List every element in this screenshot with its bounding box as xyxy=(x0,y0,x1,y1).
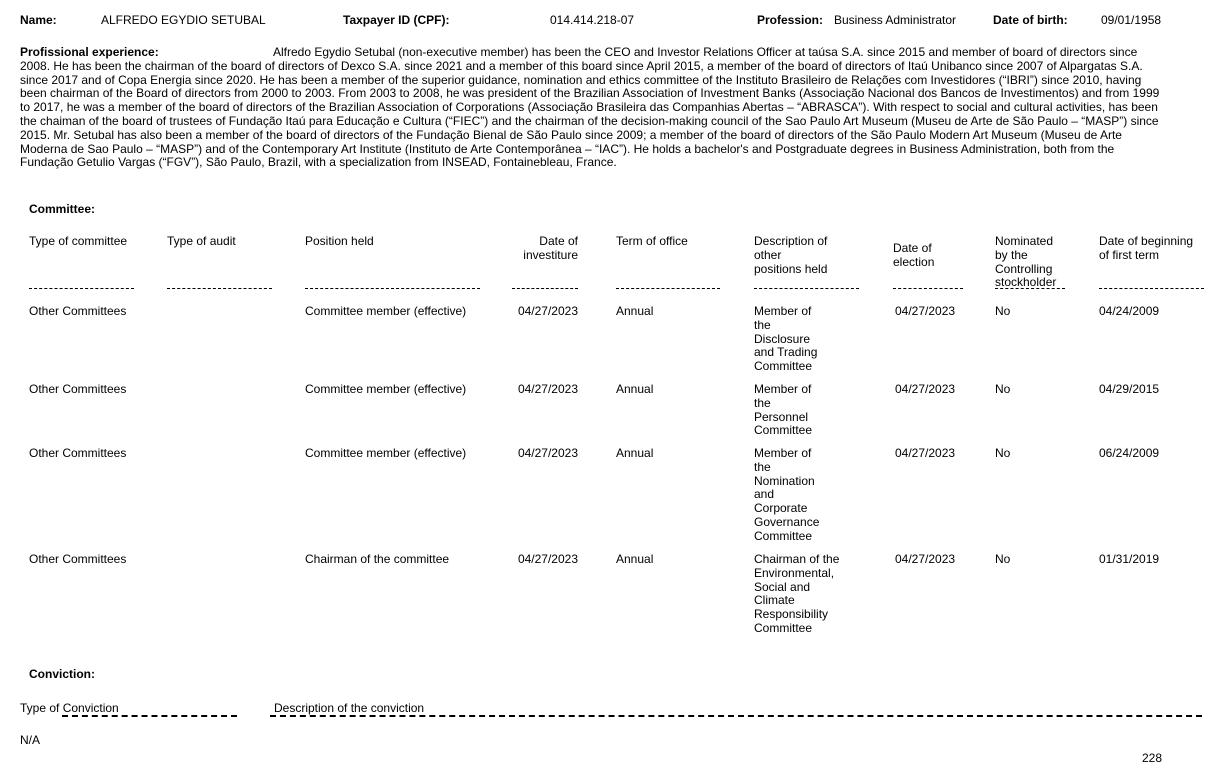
conviction-type-header: Type of Conviction xyxy=(20,701,119,715)
table-cell: 04/27/2023 xyxy=(517,382,578,396)
divider xyxy=(29,288,134,289)
page-number: 228 xyxy=(1142,751,1163,765)
dob-value: 09/01/1958 xyxy=(1101,13,1162,27)
table-cell: No xyxy=(995,552,1011,566)
experience-line: 2015. Mr. Setubal has also been a member of the board of directors of the Fundação Bienal de São Paulo since 2009; a member of the board of directors of the São Paulo Modern Art Museum (Museu de Arte xyxy=(20,127,1122,142)
column-header: Position held xyxy=(305,234,374,248)
experience-line: the chaiman of the board of trustees of Fundação Itaú para Educação e Cultura (“FIEC”) and the chairman of the decision-making council of the Sao Paulo Art Museum (Museu de Arte de São Paulo – “MASP”) since xyxy=(20,114,1159,128)
profession-label: Profession: xyxy=(757,13,824,27)
name-value: ALFREDO EGYDIO SETUBAL xyxy=(101,13,266,27)
experience-line: to 2017, he was a member of the board of directors of the Brazilian Association of Corporations (Associação Brasileira das Companhias Abertas – “ABRASCA”). With respect to social and cultural activities, has been xyxy=(20,100,1158,115)
experience-line: 2008. He has been the chairman of the board of directors of Dexco S.A. since 2021 and a member of this board since April 2015, a member of the board of directors of Itaú Unibanco since 2007 of Alpargatas S.A. xyxy=(20,58,1143,73)
table-cell: Annual xyxy=(616,304,654,318)
experience-line: Moderna de Sao Paulo – “MASP”) and of the Contemporary Art Institute (Instituto de Arte Contemporânea – “IAC”). He holds a bachelor's and Postgraduate degrees in Business Administration, both from the xyxy=(20,141,1115,156)
table-cell: No xyxy=(995,304,1011,318)
committee-title: Committee: xyxy=(29,202,96,216)
table-cell: 01/31/2019 xyxy=(1099,552,1160,566)
table-cell: 04/29/2015 xyxy=(1099,382,1160,396)
table-cell: Other Committees xyxy=(29,552,127,566)
experience-line: been chairman of the Board of directors from 2000 to 2003. From 2003 to 2008, he was president of the Brazilian Association of Investment Banks (Associação Nacional dos Bancos de Investimentos) and from 1999 xyxy=(20,86,1160,101)
table-cell: Committee member (effective) xyxy=(305,382,467,396)
table-cell: Member of the Nomination and Corporate Governance Committee xyxy=(754,446,820,543)
table-cell: Annual xyxy=(616,552,654,566)
divider xyxy=(305,288,480,289)
table-cell: 06/24/2009 xyxy=(1099,446,1160,460)
column-header: Date of investiture xyxy=(523,234,578,262)
column-header: Type of committee xyxy=(29,234,128,248)
experience-line: Fundação Getulio Vargas (“FGV”), São Paulo, Brazil, with a specialization from INSEAD, Fontainebleau, France. xyxy=(20,155,617,170)
column-header: Date of election xyxy=(893,241,935,269)
divider xyxy=(512,288,578,289)
conviction-title: Conviction: xyxy=(29,667,95,681)
table-cell: 04/24/2009 xyxy=(1099,304,1160,318)
experience-line: since 2017 and of Copa Energia since 2020. He has been a member of the superior guidance, nomination and ethics committee of the Instituto Brasileiro de Relações com Investidores (“IBRI”) since 2010, having xyxy=(20,72,1142,87)
table-cell: Member of the Disclosure and Trading Committee xyxy=(754,304,818,374)
column-header: Date of beginning of first term xyxy=(1099,234,1194,262)
table-cell: Other Committees xyxy=(29,382,127,396)
table-cell: 04/27/2023 xyxy=(895,446,956,460)
cpf-value: 014.414.218-07 xyxy=(550,13,635,27)
table-cell: 04/27/2023 xyxy=(517,446,578,460)
column-header: Description of other positions held xyxy=(754,234,828,276)
table-cell: Annual xyxy=(616,446,654,460)
divider xyxy=(270,715,1202,717)
column-header: Nominated by the Controlling stockholder xyxy=(995,234,1057,290)
column-header: Type of audit xyxy=(167,234,236,248)
dob-label: Date of birth: xyxy=(993,13,1068,27)
table-cell: Other Committees xyxy=(29,446,127,460)
table-cell: 04/27/2023 xyxy=(517,304,578,318)
table-cell: Chairman of the committee xyxy=(305,552,450,566)
experience-label: Profissional experience: xyxy=(20,45,159,59)
table-cell: 04/27/2023 xyxy=(895,304,956,318)
cpf-label: Taxpayer ID (CPF): xyxy=(343,13,450,27)
divider xyxy=(754,288,859,289)
table-cell: No xyxy=(995,446,1011,460)
experience-line: Alfredo Egydio Setubal (non-executive member) has been the CEO and Investor Relations Officer at taúsa S.A. since 2015 and member of board of directors since xyxy=(273,45,1138,59)
conviction-description-header: Description of the conviction xyxy=(274,701,425,715)
table-cell: Committee member (effective) xyxy=(305,446,467,460)
table-cell: Chairman of the Environmental, Social and Climate Responsibility Committee xyxy=(754,552,840,635)
divider xyxy=(1099,288,1204,289)
name-label: Name: xyxy=(20,13,57,27)
divider xyxy=(167,288,272,289)
table-cell: 04/27/2023 xyxy=(895,382,956,396)
table-cell: 04/27/2023 xyxy=(895,552,956,566)
table-cell: Annual xyxy=(616,382,654,396)
table-cell: Member of the Personnel Committee xyxy=(754,382,813,438)
divider xyxy=(616,288,720,289)
table-cell: 04/27/2023 xyxy=(517,552,578,566)
column-header: Term of office xyxy=(616,234,688,248)
table-cell: No xyxy=(995,382,1011,396)
table-cell: Other Committees xyxy=(29,304,127,318)
divider xyxy=(995,288,1065,289)
divider xyxy=(62,715,237,717)
profession-value: Business Administrator xyxy=(834,13,957,27)
conviction-value: N/A xyxy=(20,733,41,747)
divider xyxy=(893,288,963,289)
table-cell: Committee member (effective) xyxy=(305,304,467,318)
